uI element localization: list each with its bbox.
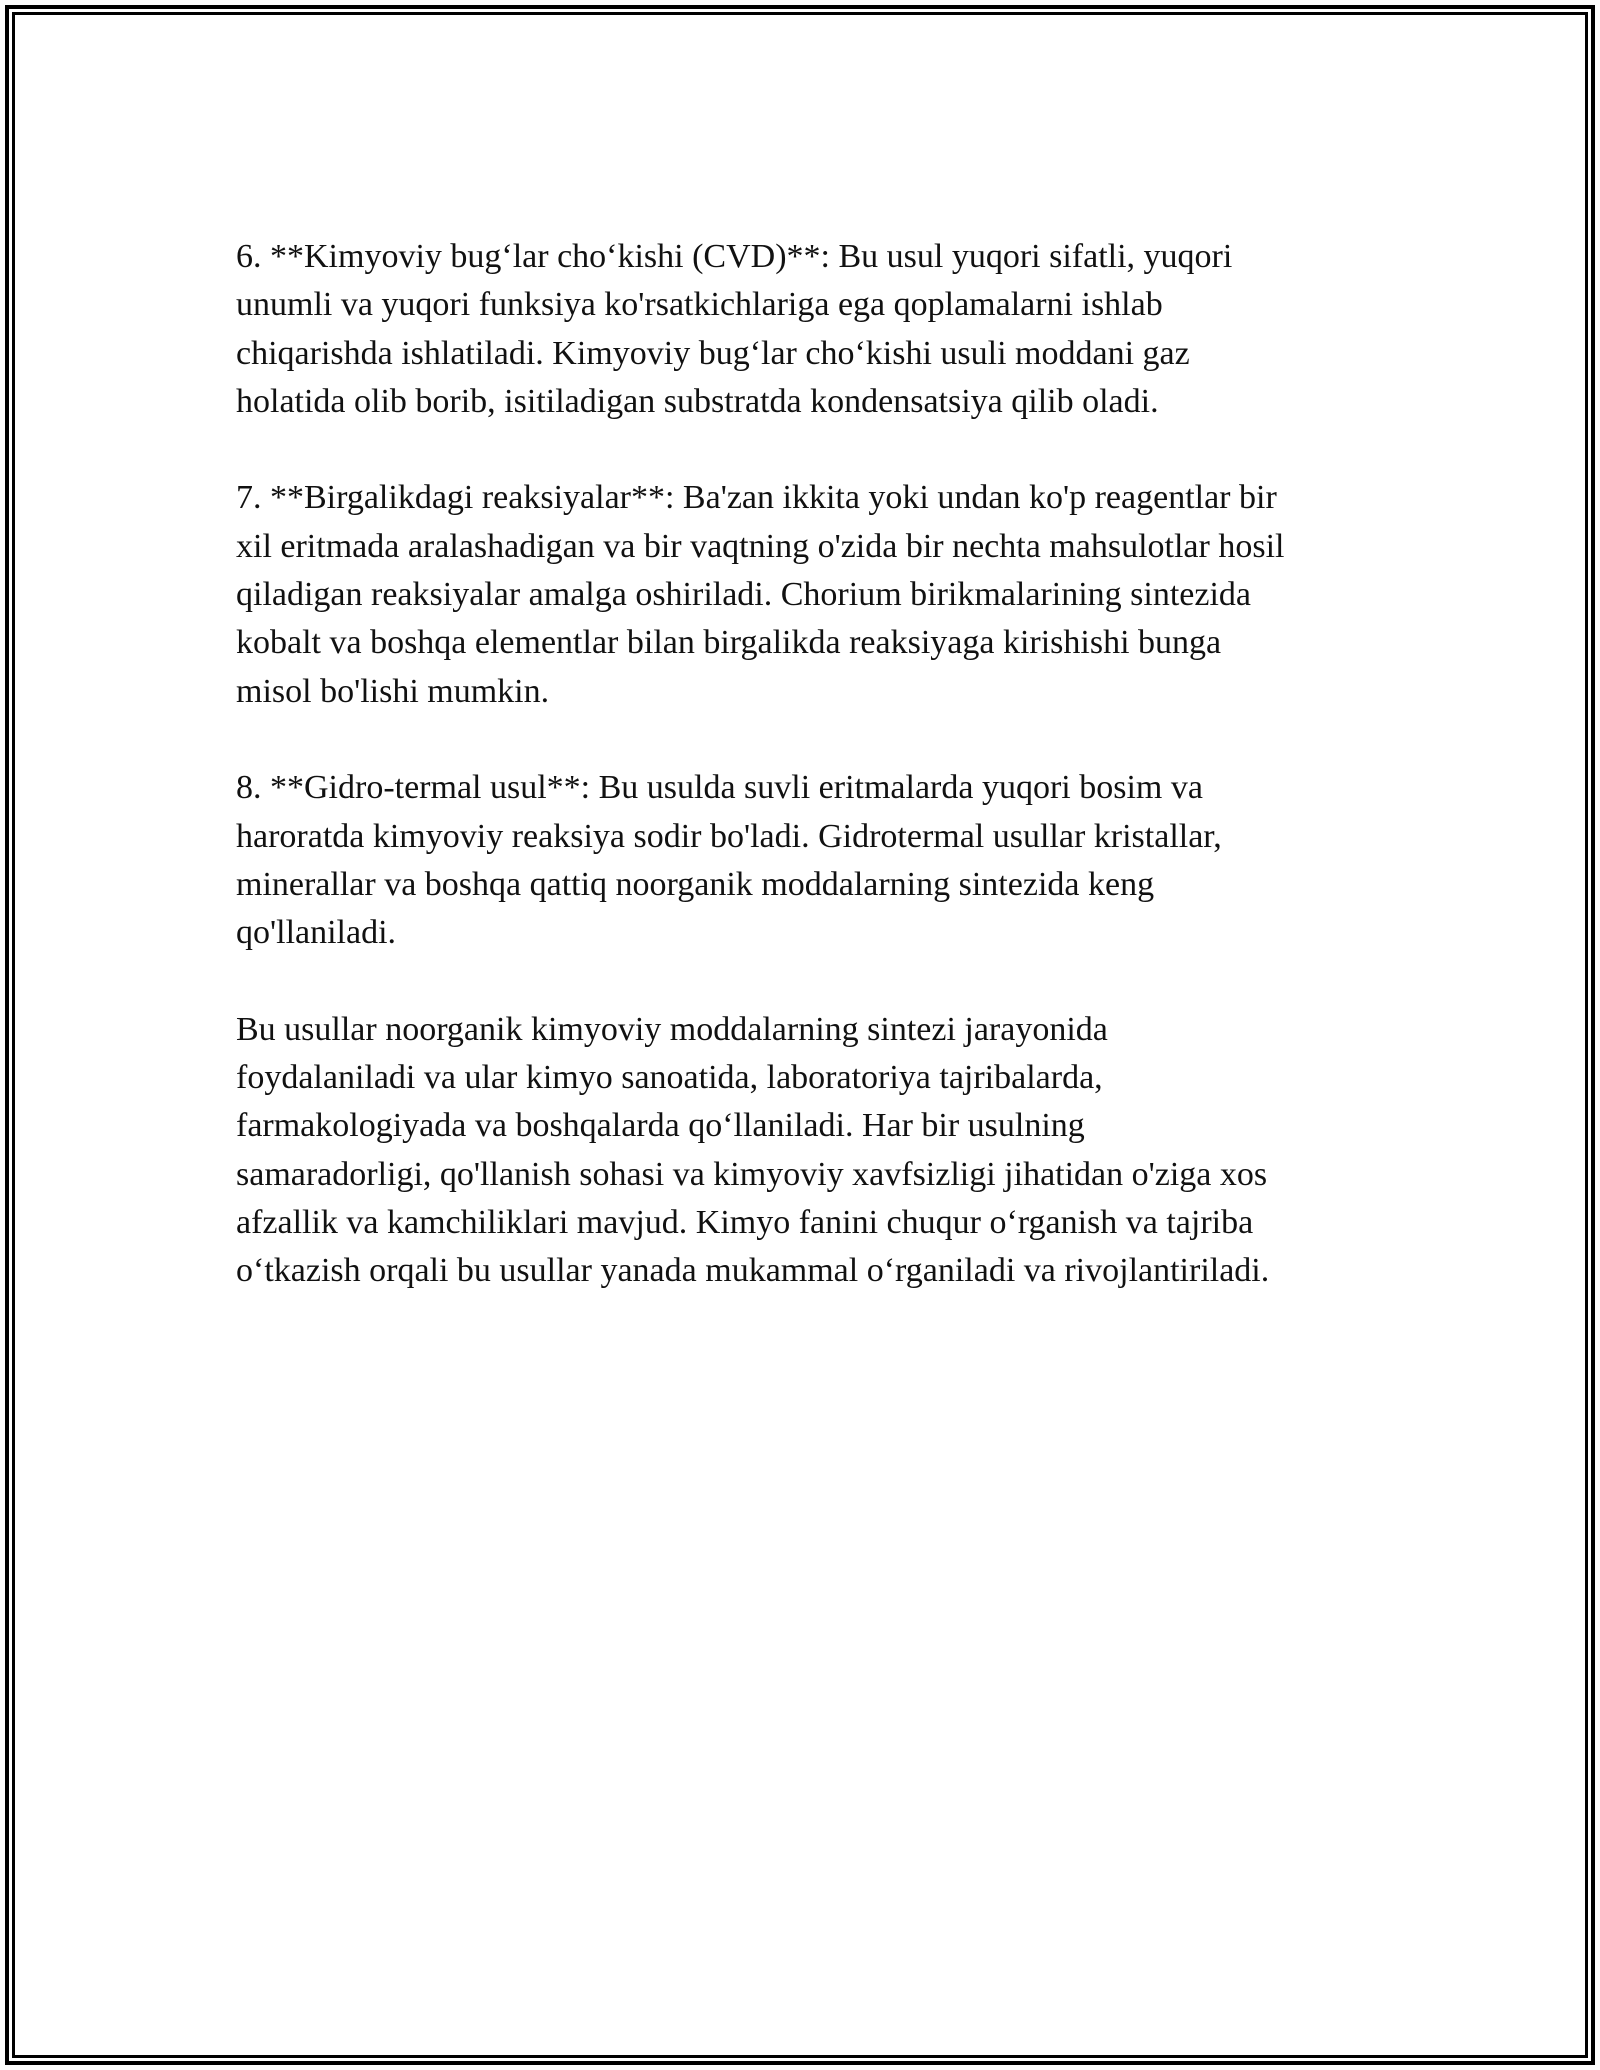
paragraph-cvd: 6. **Kimyoviy bug‘lar cho‘kishi (CVD)**: Bu usul yuqori sifatli, yuqori unumli va yuqori funksiya ko'rsatkichlariga ega qoplamalarni ishlab chiqarishda ishlatiladi. Kimyoviy bug‘lar cho‘kishi usuli moddani gaz holatida olib borib, isitiladigan substratda kondensatsiya qilib oladi. <box>236 238 1233 420</box>
paragraph-hydrothermal: 8. **Gidro-termal usul**: Bu usulda suvli eritmalarda yuqori bosim va haroratda kimyoviy reaksiya sodir bo'ladi. Gidrotermal usullar kristallar, minerallar va boshqa qattiq noorganik moddalarning sintezida keng qo'llaniladi. <box>236 769 1222 952</box>
document-body <box>236 233 1386 1344</box>
paragraph-conclusion: Bu usullar noorganik kimyoviy moddalarning sintezi jarayonida foydalaniladi va ular kimyo sanoatida, laboratoriya tajribalarda, farmakologiyada va boshqalarda qo‘llaniladi. Har bir usulning samaradorligi, qo'llanish sohasi va kimyoviy xavfsizligi jihatidan o'ziga xos afzallik va kamchiliklari mavjud. Kimyo fanini chuqur o‘rganish va tajriba o‘tkazish orqali bu usullar yanada mukammal o‘rganiladi va rivojlantiriladi. <box>236 1010 1270 1290</box>
paragraph-joint-reactions: 7. **Birgalikdagi reaksiyalar**: Ba'zan ikkita yoki undan ko'p reagentlar bir xil eritmada aralashadigan va bir vaqtning o'zida bir nechta mahsulotlar hosil qiladigan reaksiyalar amalga oshiriladi. Chorium birikmalarining sintezida kobalt va boshqa elementlar bilan birgalikda reaksiyaga kirishishi bunga misol bo'lishi mumkin. <box>236 479 1285 710</box>
